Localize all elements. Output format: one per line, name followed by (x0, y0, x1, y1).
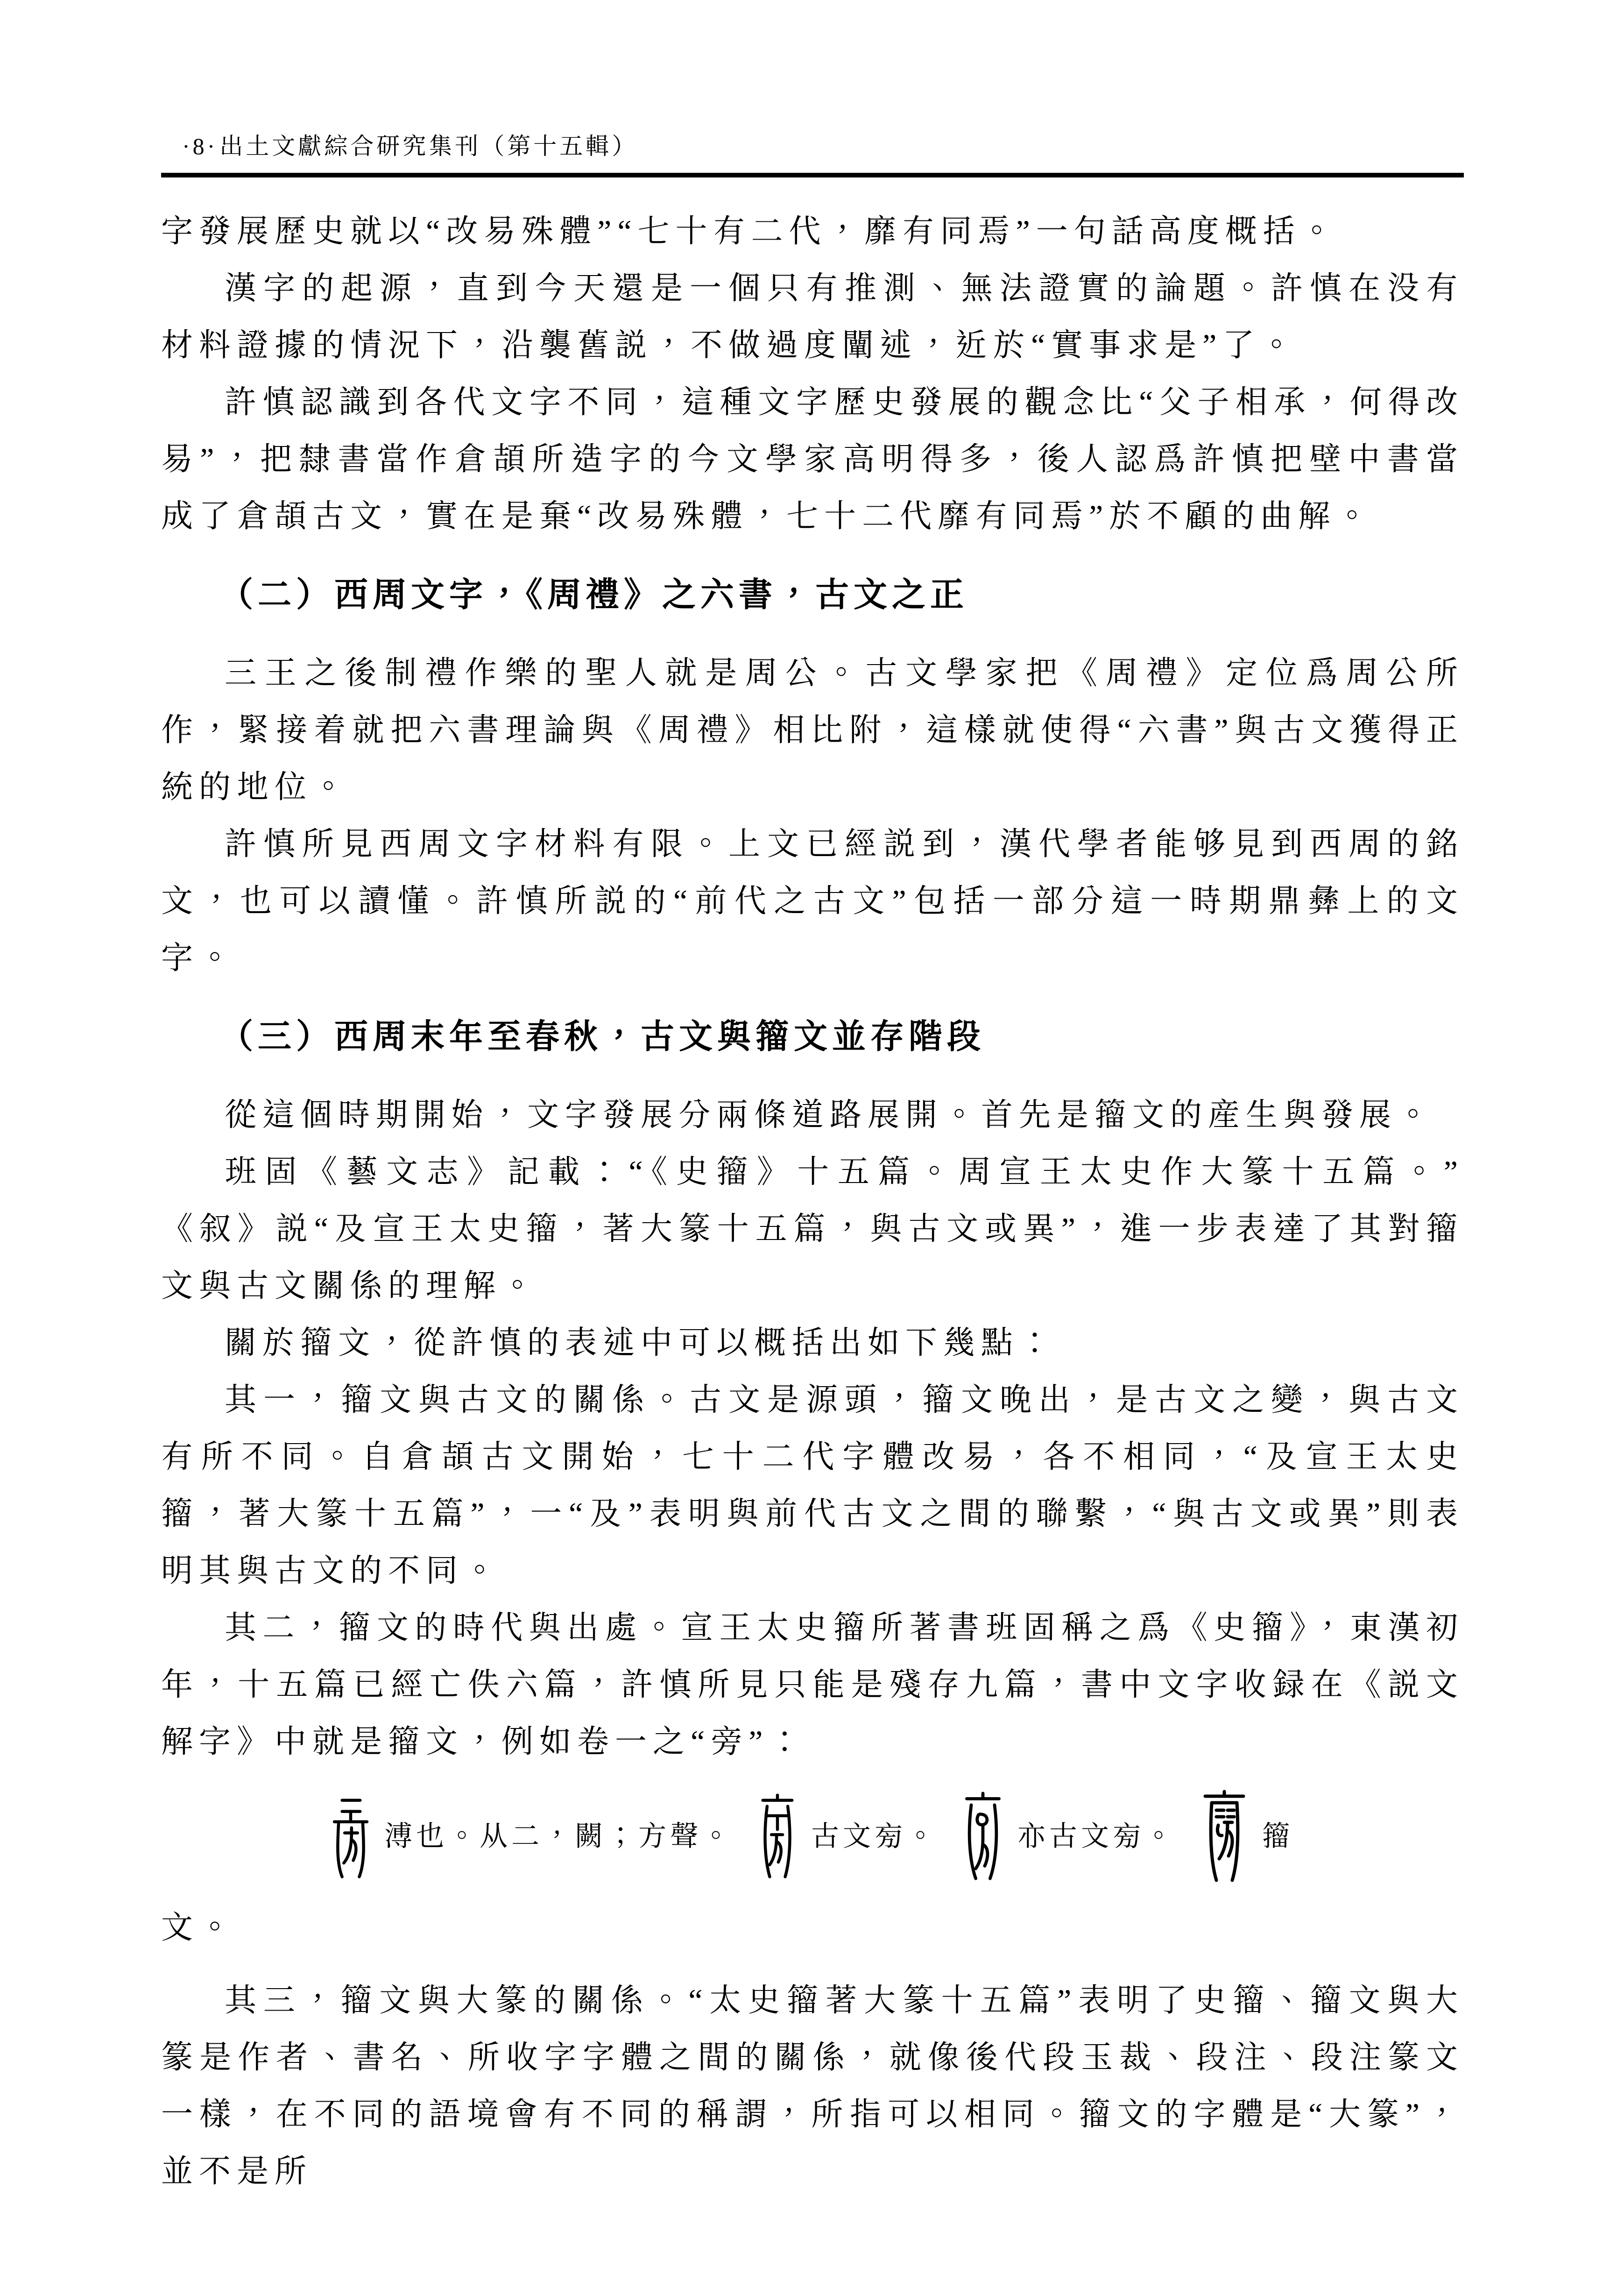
section-heading-2: （二）西周文字，《周禮》之六書，古文之正 (219, 576, 969, 614)
paragraph: 許慎所見西周文字材料有限。上文已經説到，漢代學者能够見到西周的銘文，也可以讀懂。許慎所説的“前代之古文”包括一部分這一時期鼎彝上的文字。 (161, 826, 1464, 976)
running-header (161, 132, 1464, 161)
seal-script-pang-headword-icon (329, 1790, 372, 1883)
shuowen-guwen2-label: 亦古文㫄。 (1017, 1821, 1176, 1852)
seal-script-pang-guwen-1-icon (756, 1790, 799, 1883)
quote-continuation-line: 文。 (161, 1910, 237, 1945)
paragraph-continuation: 字發展歷史就以“改易殊體”“七十有二代，靡有同焉”一句話高度概括。 (161, 213, 1339, 249)
shuowen-zhouwen-label: 籀 (1262, 1821, 1294, 1852)
section-heading-3: （三）西周末年至春秋，古文與籀文並存階段 (219, 1018, 986, 1055)
paragraph: 其三，籀文與大篆的關係。“太史籀著大篆十五篇”表明了史籀、籀文與大篆是作者、書名、所收字字體之間的關係，就像後代段玉裁、段注、段注篆文一樣，在不同的語境會有不同的稱謂，所指可以相同。籀文的字體是“大篆”，並不是所 (161, 1983, 1464, 2189)
paragraph: 三王之後制禮作樂的聖人就是周公。古文學家把《周禮》定位爲周公所作，緊接着就把六書理論與《周禮》相比附，這樣就使得“六書”與古文獲得正統的地位。 (161, 655, 1464, 805)
paragraph: 班固《藝文志》記載：“《史籀》十五篇。周宣王太史作大篆十五篇。”《叙》説“及宣王太史籀，著大篆十五篇，與古文或異”，進一步表達了其對籀文與古文關係的理解。 (161, 1154, 1464, 1303)
shuowen-entry-quote (329, 1790, 1464, 1883)
seal-script-pang-guwen-2-icon (960, 1790, 1005, 1883)
paragraph: 其二，籀文的時代與出處。宣王太史籀所著書班固稱之爲《史籀》，東漢初年，十五篇已經亡佚六篇，許慎所見只能是殘存九篇，書中文字收録在《説文解字》中就是籀文，例如卷一之“旁”： (161, 1610, 1464, 1759)
paragraph: 許慎認識到各代文字不同，這種文字歷史發展的觀念比“父子相承，何得改易”，把隸書當作倉頡所造字的今文學家高明得多，後人認爲許慎把壁中書當成了倉頡古文，實在是棄“改易殊體，七十二代靡有同焉”於不顧的曲解。 (161, 384, 1464, 534)
paragraph: 漢字的起源，直到今天還是一個只有推測、無法證實的論題。許慎在没有材料證據的情況下，沿襲舊説，不做過度闡述，近於“實事求是”了。 (161, 270, 1464, 363)
paragraph: 從這個時期開始，文字發展分兩條道路展開。首先是籀文的産生與發展。 (225, 1097, 1435, 1133)
header-rule (161, 173, 1464, 177)
page-number: ·8· (182, 133, 218, 159)
journal-title: 出土文獻綜合研究集刊（第十五輯） (219, 133, 638, 159)
paragraph: 其一，籀文與古文的關係。古文是源頭，籀文晚出，是古文之變，與古文有所不同。自倉頡古文開始，七十二代字體改易，各不相同，“及宣王太史籀，著大篆十五篇”，一“及”表明與前代古文之間的聯繫，“與古文或異”則表明其與古文的不同。 (161, 1382, 1464, 1588)
seal-script-pang-zhouwen-icon (1199, 1790, 1250, 1883)
shuowen-definition-text: 溥也。从二，闕；方聲。 (384, 1821, 734, 1852)
page-content (161, 0, 1464, 2200)
shuowen-guwen-label: 古文㫄。 (811, 1821, 938, 1852)
paragraph: 關於籀文，從許慎的表述中可以概括出如下幾點： (225, 1325, 1057, 1360)
